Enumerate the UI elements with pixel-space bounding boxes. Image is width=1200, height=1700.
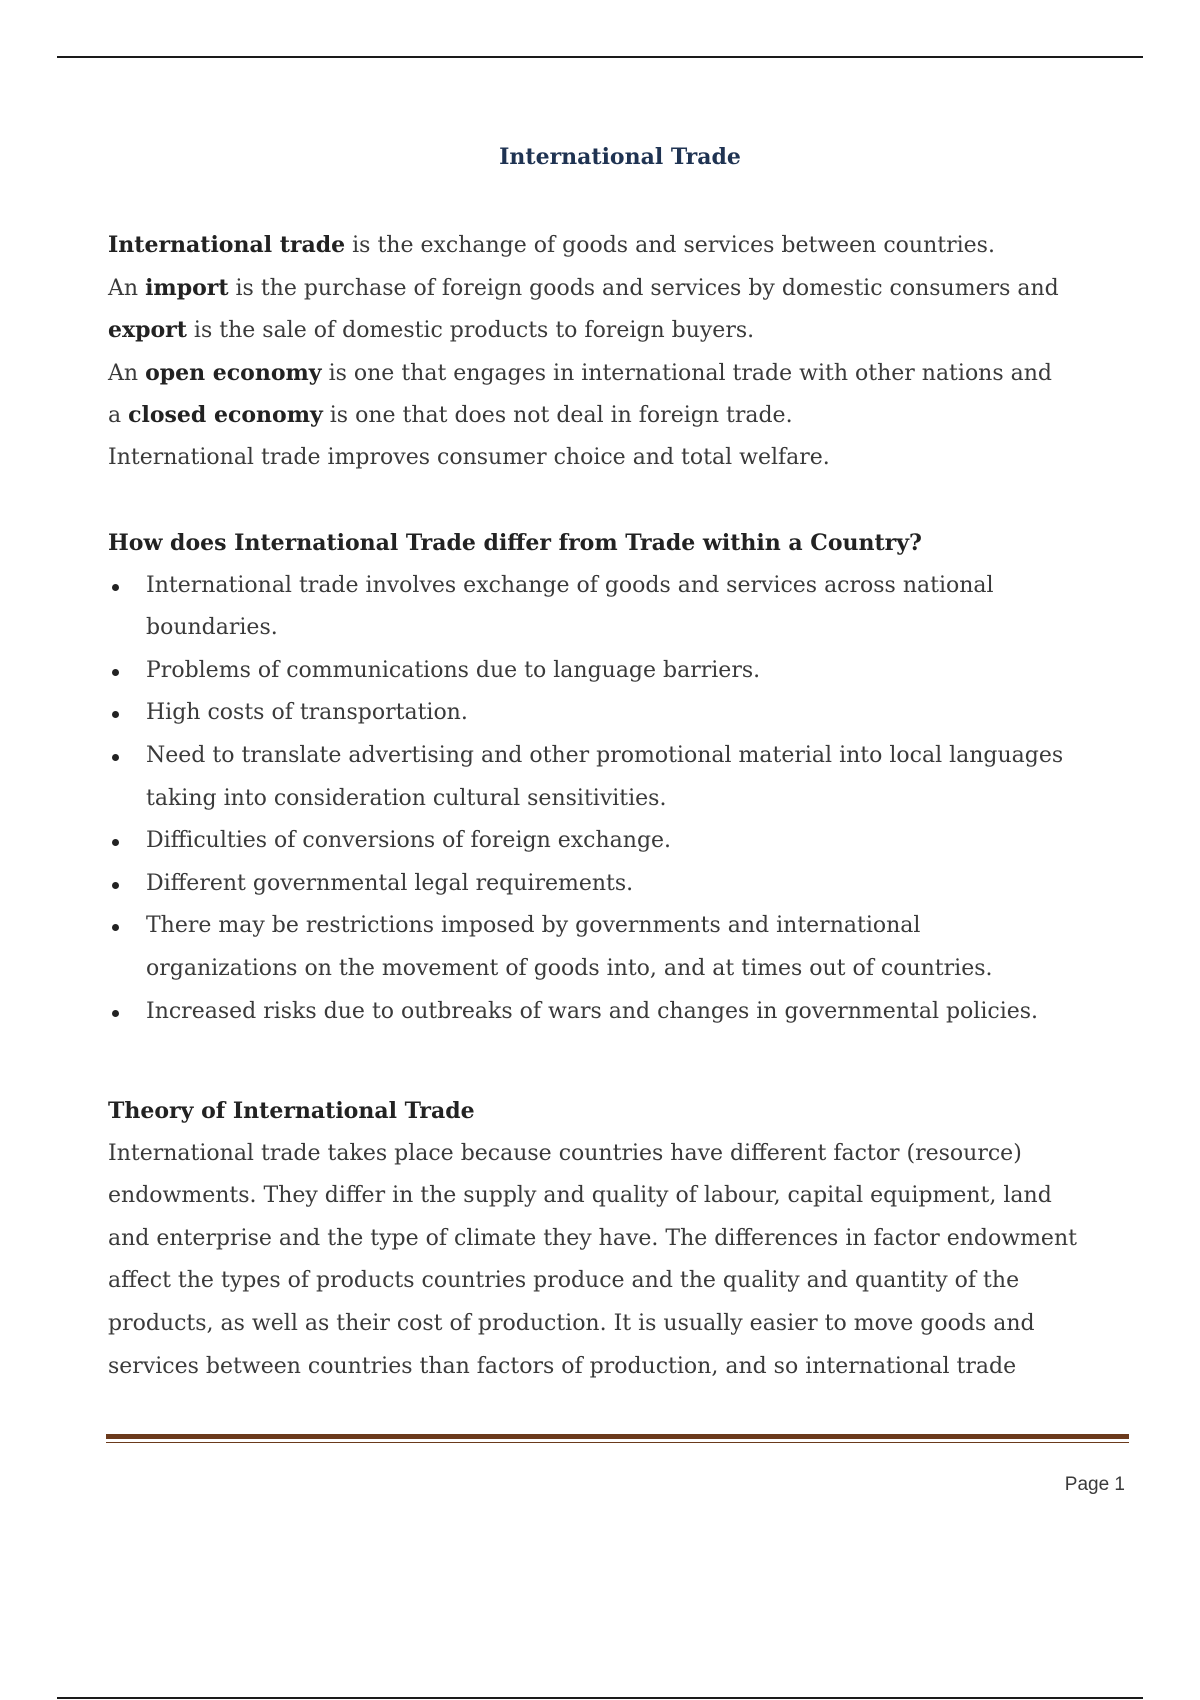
intro-line-2: An import is the purchase of foreign goods and services by domestic consumers and <box>108 274 1059 301</box>
footer-rule-thin <box>106 1442 1129 1443</box>
list-item: Increased risks due to outbreaks of wars and changes in governmental policies. <box>108 991 1138 1034</box>
list-item: High costs of transportation. <box>108 692 1138 735</box>
footer-rule <box>106 1434 1129 1439</box>
intro-paragraph <box>108 224 1138 480</box>
term-import: import <box>145 274 229 301</box>
intro-line-1: International trade is the exchange of goods and services between countries. <box>108 232 995 258</box>
intro-line-4: An open economy is one that engages in international trade with other nations and <box>108 359 1053 386</box>
term-export: export <box>108 317 187 344</box>
list-item: There may be restrictions imposed by governments and international organizations on the movement of goods into, and at times out of countries. <box>108 905 1138 990</box>
intro-line-3: export is the sale of domestic products to foreign buyers. <box>108 317 755 344</box>
page-bottom-rule <box>57 1697 1143 1699</box>
intro-line-5: a closed economy is one that does not deal in foreign trade. <box>108 402 793 429</box>
header-rule <box>57 56 1143 58</box>
intro-line-6: International trade improves consumer choice and total welfare. <box>108 444 830 470</box>
list-item: Problems of communications due to language barriers. <box>108 650 1138 693</box>
term-international-trade: International trade <box>108 232 346 258</box>
theory-line: International trade takes place because countries have different factor (resource) <box>108 1140 1022 1166</box>
list-item: Different governmental legal requirements. <box>108 863 1138 906</box>
list-item: International trade involves exchange of goods and services across national boundaries. <box>108 565 1138 650</box>
theory-line: and enterprise and the type of climate they have. The differences in factor endowment <box>108 1225 1077 1251</box>
theory-line: products, as well as their cost of production. It is usually easier to move goods and <box>108 1310 1035 1336</box>
theory-line: services between countries than factors of production, and so international trade <box>108 1353 1017 1379</box>
theory-line: affect the types of products countries produce and the quality and quantity of the <box>108 1268 1020 1294</box>
section-heading-differences: How does International Trade differ from Trade within a Country? <box>108 530 922 556</box>
page-number: Page 1 <box>1064 1474 1125 1495</box>
document-title: International Trade <box>499 144 741 170</box>
list-item: Difficulties of conversions of foreign exchange. <box>108 820 1138 863</box>
section-differences <box>108 522 1138 1033</box>
section-heading-theory: Theory of International Trade <box>108 1098 475 1124</box>
differences-list <box>108 565 1138 1034</box>
term-closed-economy: closed economy <box>128 402 323 429</box>
theory-line: endowments. They differ in the supply and quality of labour, capital equipment, land <box>108 1183 1052 1209</box>
section-theory <box>108 1090 1138 1388</box>
list-item: Need to translate advertising and other promotional material into local languages taking into consideration cultural sensitivities. <box>108 735 1138 820</box>
term-open-economy: open economy <box>145 359 322 386</box>
